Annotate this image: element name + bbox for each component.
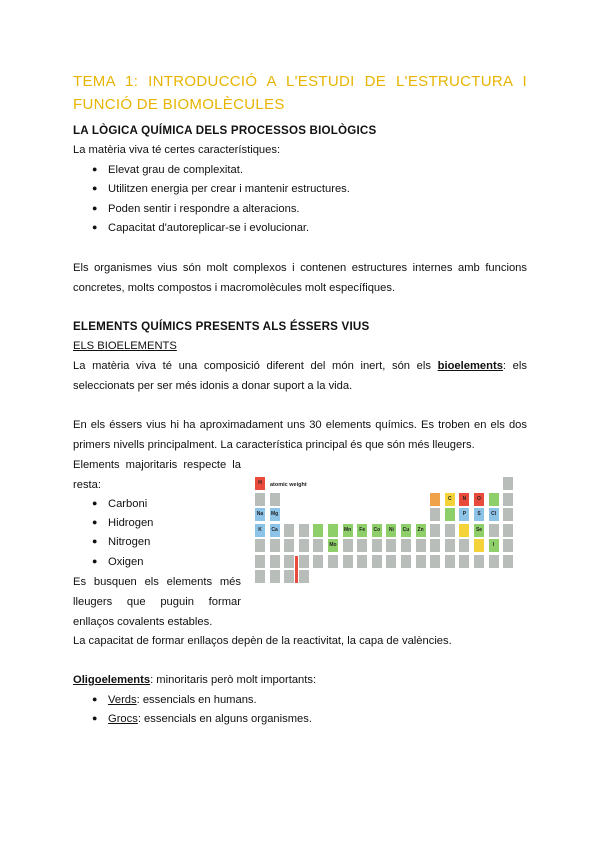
- paragraph-thirty-line1: En els éssers vius hi ha aproximadament uns 30 elements químics. Es troben en els dos: [73, 419, 527, 431]
- periodic-cell: [429, 507, 441, 522]
- periodic-cell: [269, 569, 281, 584]
- periodic-cell: [298, 523, 310, 538]
- bullet-icon: ●: [92, 517, 98, 527]
- periodic-cell: Ca: [269, 523, 281, 538]
- bullet-icon: ●: [92, 498, 98, 508]
- periodic-cell: [444, 538, 456, 553]
- periodic-cell: [488, 492, 500, 507]
- periodic-cell: [371, 554, 383, 569]
- list-item: ● Poden sentir i respondre a alteracions.: [92, 199, 300, 219]
- oligo-intro: Oligoelements: minoritaris però molt importants:: [73, 674, 317, 686]
- periodic-cell: [283, 523, 295, 538]
- periodic-cell: [429, 538, 441, 553]
- periodic-cell: [312, 554, 324, 569]
- paragraph-organisms-line1: Els organismes vius són molt complexos i contenen estructures internes amb funcions: [73, 262, 527, 274]
- periodic-cell: I: [488, 538, 500, 553]
- periodic-cell: Co: [371, 523, 383, 538]
- periodic-cell: Na: [254, 507, 266, 522]
- periodic-cell: Mn: [342, 523, 354, 538]
- paragraph-bioelements-line1: La matèria viva té una composició diferent del món inert, són els bioelements: els: [73, 360, 527, 372]
- majoritaris-line2: resta:: [73, 479, 101, 491]
- periodic-cell: [458, 523, 470, 538]
- atomic-weight-legend: atomic weight: [270, 482, 307, 488]
- periodic-cell: Mg: [269, 507, 281, 522]
- periodic-cell: [283, 554, 295, 569]
- periodic-cell: [342, 554, 354, 569]
- periodic-cell: O: [473, 492, 485, 507]
- oligoelements-term: Oligoelements: [73, 674, 151, 686]
- periodic-cell: [312, 523, 324, 538]
- periodic-cell: H: [254, 476, 266, 491]
- subheading-bioelements: ELS BIOELEMENTS: [73, 340, 177, 352]
- periodic-cell: S: [473, 507, 485, 522]
- periodic-cell: [400, 554, 412, 569]
- bullet-icon: ●: [92, 183, 98, 193]
- paragraph-organisms-line2: concretes, molts compostos i macromolècules molt específiques.: [73, 282, 396, 294]
- list-item: ● Carboni: [92, 494, 147, 514]
- periodic-cell: [356, 538, 368, 553]
- periodic-cell: [254, 492, 266, 507]
- list-item: ● Verds: essencials en humans.: [92, 690, 257, 710]
- periodic-cell: [429, 492, 441, 507]
- list-item: ● Grocs: essencials en alguns organismes.: [92, 709, 312, 729]
- periodic-cell: [415, 538, 427, 553]
- light-line3: enllaços covalents estables.: [73, 616, 213, 628]
- periodic-cell: [356, 554, 368, 569]
- periodic-cell: P: [458, 507, 470, 522]
- periodic-cell: Se: [473, 523, 485, 538]
- periodic-cell: Cu: [400, 523, 412, 538]
- periodic-cell: [488, 523, 500, 538]
- periodic-cell: [429, 554, 441, 569]
- document-title: TEMA 1: INTRODUCCIÓ A L'ESTUDI DE L'ESTRUCTURA I FUNCIÓ DE BIOMOLÈCULES: [73, 73, 527, 113]
- periodic-cell: [502, 476, 514, 491]
- bullet-icon: ●: [92, 536, 98, 546]
- periodic-cell: Cl: [488, 507, 500, 522]
- intro-text: La matèria viva té certes característiques:: [73, 144, 281, 156]
- periodic-cell: Mo: [327, 538, 339, 553]
- light-line2: lleugers que puguin formar: [73, 596, 241, 608]
- periodic-cell: [298, 569, 310, 584]
- bullet-icon: ●: [92, 556, 98, 566]
- section-heading-logic: LA LÒGICA QUÍMICA DELS PROCESSOS BIOLÒGICS: [73, 124, 377, 137]
- lanthanide-marker: [295, 556, 298, 584]
- periodic-cell: [400, 538, 412, 553]
- periodic-cell: [502, 538, 514, 553]
- periodic-cell: [254, 554, 266, 569]
- reactivity-text: La capacitat de formar enllaços depèn de la reactivitat, la capa de valències.: [73, 635, 452, 647]
- periodic-table-figure: [252, 472, 518, 600]
- periodic-cell: [298, 538, 310, 553]
- periodic-cell: [254, 569, 266, 584]
- periodic-cell: [283, 569, 295, 584]
- periodic-cell: [298, 554, 310, 569]
- bullet-icon: ●: [92, 203, 98, 213]
- periodic-cell: [473, 554, 485, 569]
- bullet-icon: ●: [92, 222, 98, 232]
- periodic-cell: [342, 538, 354, 553]
- paragraph-thirty-line2: primers nivells principalment. La característica principal és que són més lleugers.: [73, 439, 475, 451]
- section-heading-elements: ELEMENTS QUÍMICS PRESENTS ALS ÉSSERS VIUS: [73, 320, 370, 333]
- periodic-cell: [488, 554, 500, 569]
- periodic-cell: N: [458, 492, 470, 507]
- paragraph-bioelements-line2: seleccionats per ser més idonis a donar suport a la vida.: [73, 380, 353, 392]
- periodic-cell: [502, 554, 514, 569]
- periodic-cell: [254, 538, 266, 553]
- bioelements-term: bioelements: [437, 360, 503, 372]
- list-item: ● Elevat grau de complexitat.: [92, 160, 243, 180]
- periodic-cell: [312, 538, 324, 553]
- bullet-icon: ●: [92, 164, 98, 174]
- periodic-cell: C: [444, 492, 456, 507]
- periodic-cell: [473, 538, 485, 553]
- periodic-cell: [458, 554, 470, 569]
- periodic-cell: [385, 538, 397, 553]
- periodic-cell: [385, 554, 397, 569]
- periodic-cell: [283, 538, 295, 553]
- list-item: ● Oxigen: [92, 552, 143, 572]
- periodic-cell: [444, 523, 456, 538]
- periodic-cell: [371, 538, 383, 553]
- list-item: ● Capacitat d'autoreplicar-se i evolucionar.: [92, 218, 309, 238]
- periodic-cell: [502, 492, 514, 507]
- periodic-cell: [429, 523, 441, 538]
- bullet-icon: ●: [92, 694, 98, 704]
- periodic-cell: K: [254, 523, 266, 538]
- periodic-cell: [444, 554, 456, 569]
- bullet-icon: ●: [92, 713, 98, 723]
- periodic-cell: [415, 554, 427, 569]
- periodic-cell: [458, 538, 470, 553]
- light-line1: Es busquen els elements més: [73, 576, 241, 588]
- periodic-cell: Ni: [385, 523, 397, 538]
- list-item: ● Nitrogen: [92, 532, 150, 552]
- periodic-cell: [327, 523, 339, 538]
- periodic-cell: [444, 507, 456, 522]
- periodic-cell: [269, 554, 281, 569]
- list-item: ● Hidrogen: [92, 513, 153, 533]
- periodic-cell: [269, 538, 281, 553]
- periodic-cell: Fe: [356, 523, 368, 538]
- periodic-cell: [327, 554, 339, 569]
- periodic-cell: [502, 523, 514, 538]
- list-item: ● Utilitzen energia per crear i mantenir estructures.: [92, 179, 350, 199]
- periodic-cell: [502, 507, 514, 522]
- majoritaris-line1: Elements majoritaris respecte la: [73, 459, 241, 471]
- periodic-cell: Zn: [415, 523, 427, 538]
- periodic-cell: [269, 492, 281, 507]
